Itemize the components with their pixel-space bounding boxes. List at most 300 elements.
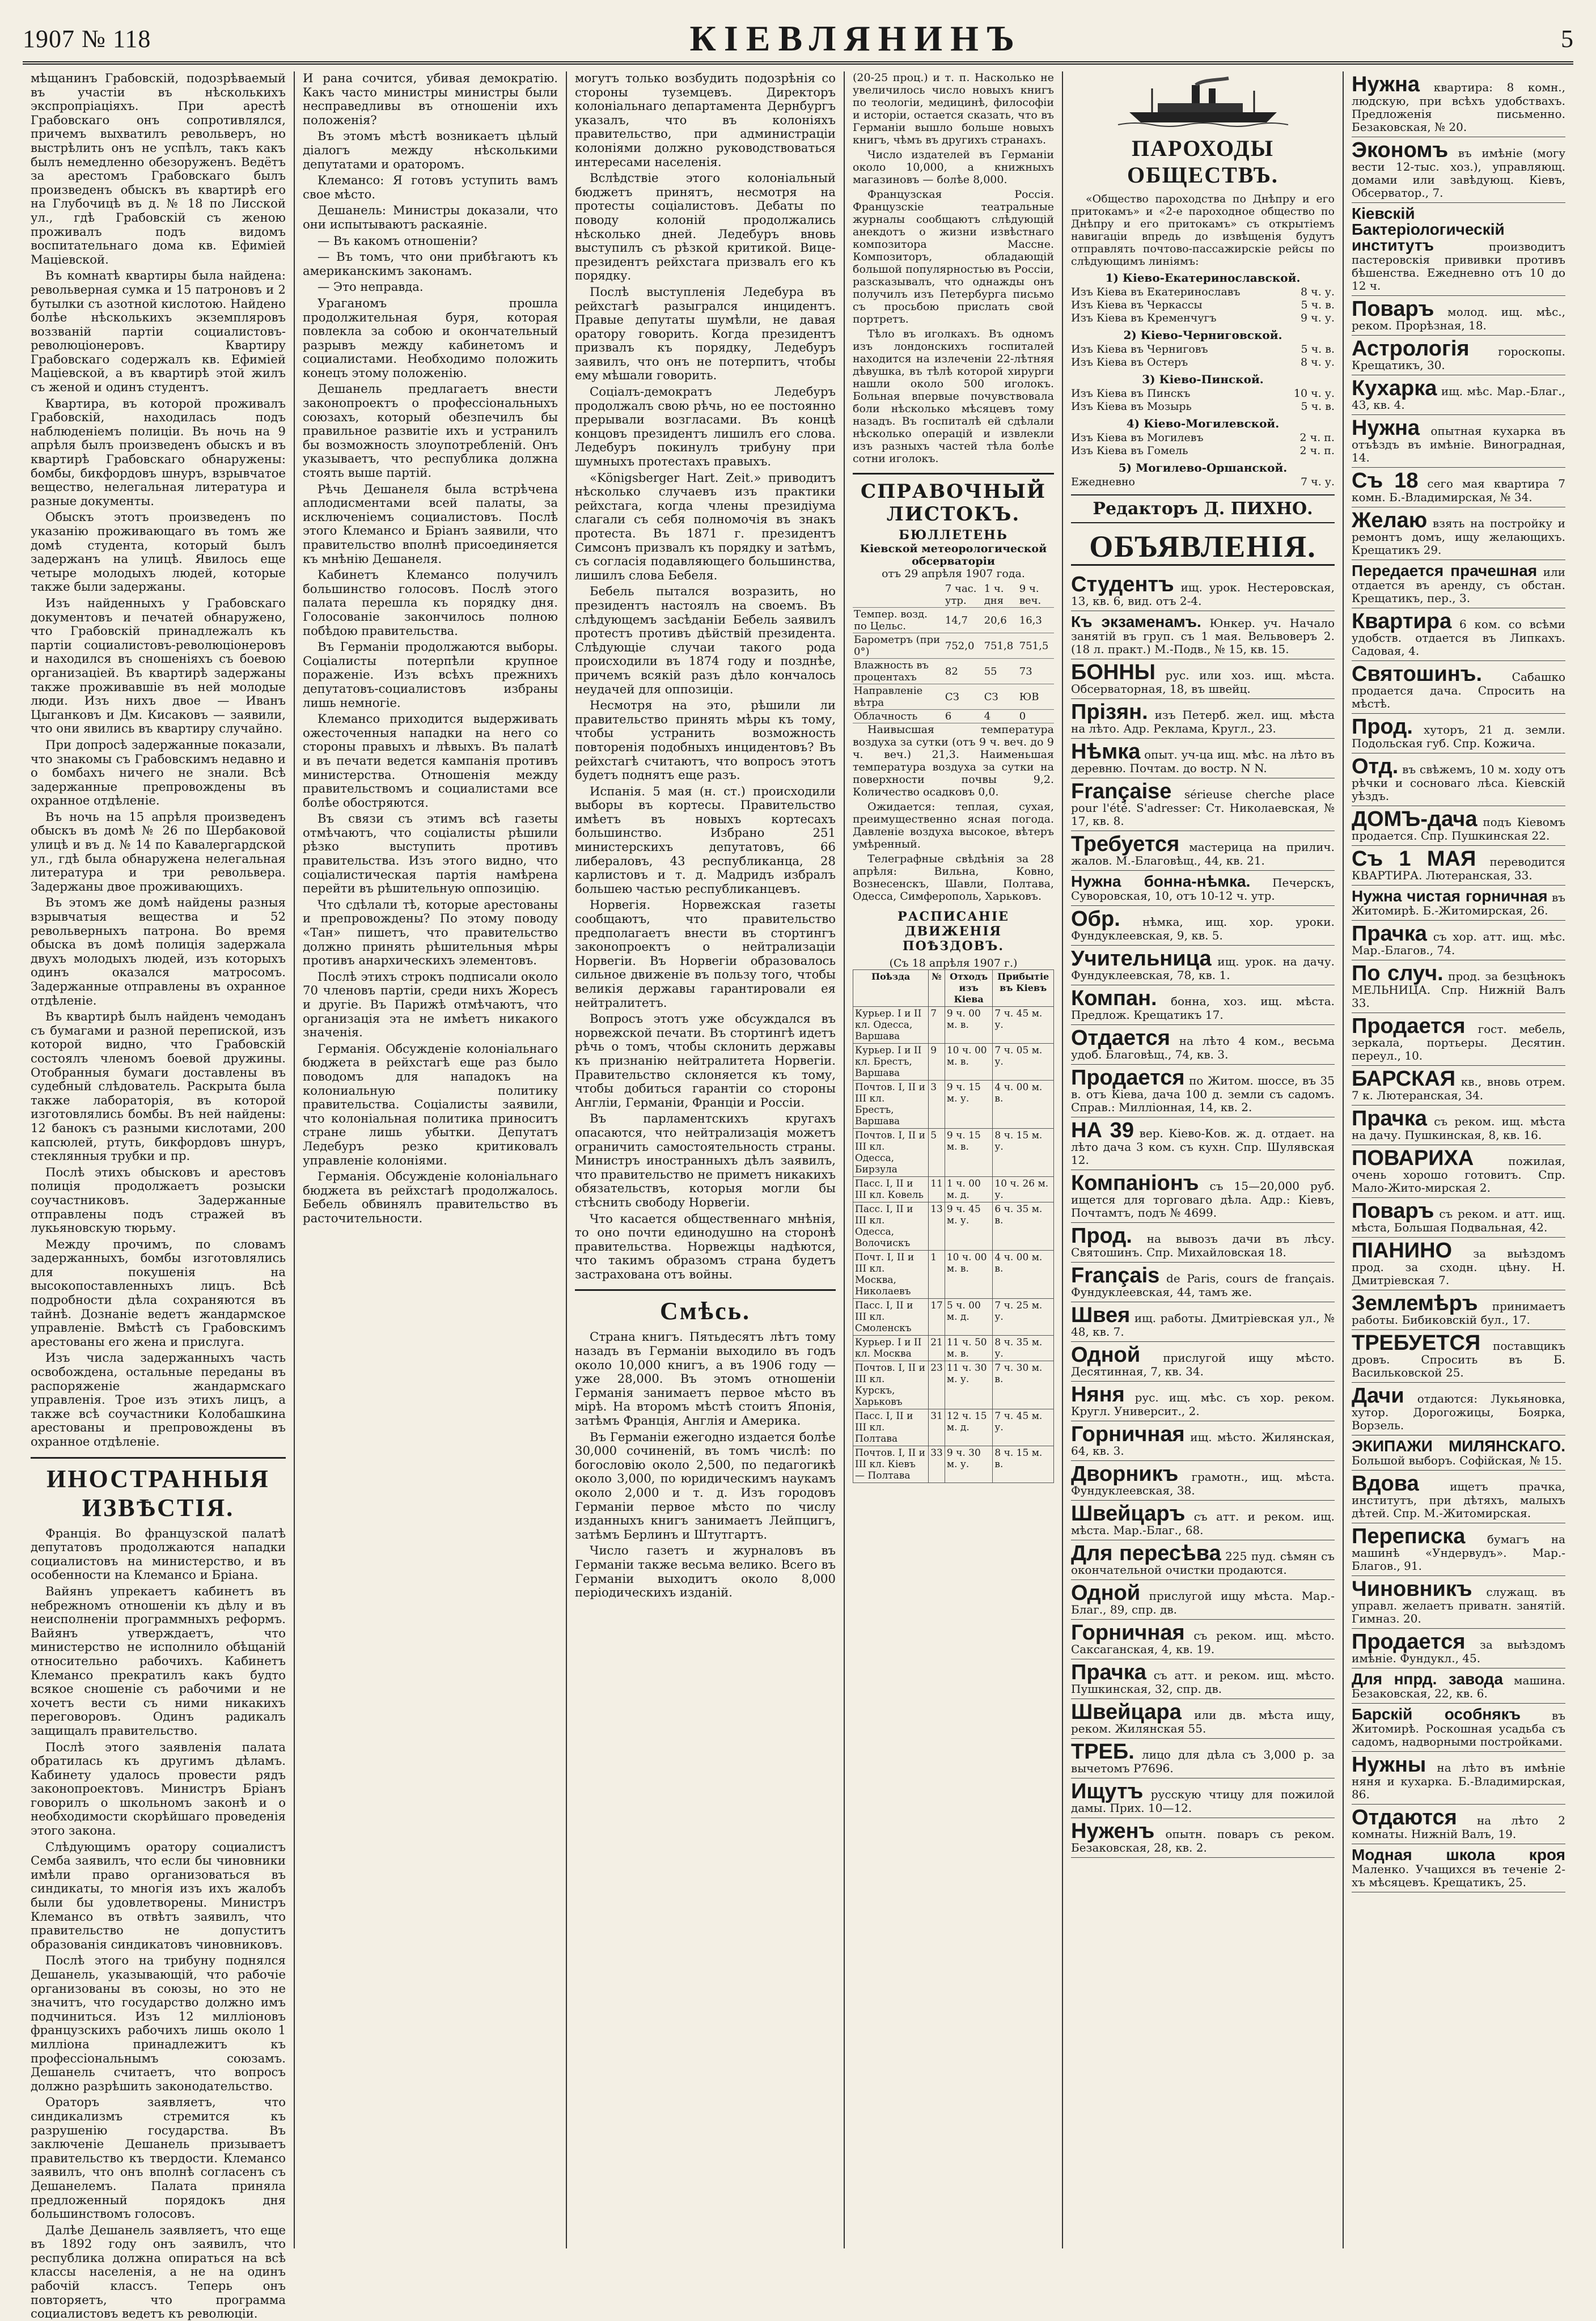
article-paragraph: (20-25 проц.) и т. п. Насколько не увеличилось число новыхъ книгъ по теологіи, медицинѣ, философіи и исторіи, остается сказать, что въ Германіи вышло больше новыхъ книгъ, чѣмъ въ другихъ странахъ. (853, 71, 1054, 146)
ad-headline: Прод. (1071, 1224, 1132, 1248)
ad-headline: Съ 1 МАЯ (1352, 847, 1476, 871)
route-row (1071, 356, 1335, 369)
train-cell: 10 ч. 00 м. в. (945, 1044, 993, 1081)
classified-ad (1071, 1117, 1335, 1170)
article-paragraph: Въ этомъ же домѣ найдены разныя взрывчатыя вещества и 52 револьверныхъ патрона. Во время обыска въ домѣ полиція задержала двухъ молодыхъ людей, изъ которыхъ одинъ оказался матросомъ. Задержанные отправлены въ охранное отдѣленіе. (31, 895, 286, 1007)
ad-headline: НА 39 (1071, 1119, 1134, 1142)
ad-headline: Продается (1352, 1630, 1466, 1654)
classified-ad (1352, 1290, 1565, 1330)
ad-body: на лѣто 4 ком., весьма удоб. Благовѣщ., 74, кв. 3. (1071, 1034, 1335, 1061)
article-paragraph: Наивысшая температура воздуха за сутки (отъ 9 ч. веч. до 9 ч. веч.) 21,3. Наименьшая температура воздуха за сутки на поверхности почвы 9,2. Количество осадковъ 0,0. (853, 723, 1054, 798)
ad-headline: Ищутъ (1071, 1780, 1144, 1803)
ad-body: съ 15—20,000 руб. ищется для торговаго дѣла. Адр.: Кіевъ, Почтамтъ, подъ № 4699. (1071, 1179, 1335, 1219)
ad-body: пожилая, очень хорошо готовитъ. Спр. Мало-Жито-мирская 2. (1352, 1154, 1565, 1195)
train-row (853, 1129, 1054, 1177)
ad-body: гороскопы. Крещатикъ, 30. (1352, 345, 1565, 372)
weather-cell: 0 (1018, 710, 1054, 723)
article-paragraph: Телеграфные свѣдѣнія за 28 апрѣля: Вильна, Ковно, Вознесенскъ, Шавли, Полтава, Одесса, Симферополь, Харьковъ. (853, 853, 1054, 903)
train-row (853, 1044, 1054, 1081)
route-row (1071, 476, 1335, 489)
ad-headline: Нужны (1352, 1753, 1426, 1777)
ad-body: Печерскъ, Суворовская, 10, отъ 10-12 ч. утр. (1071, 876, 1335, 903)
classified-ad (1352, 608, 1565, 661)
weather-row (853, 633, 1054, 659)
newspaper-title: КІЕВЛЯНИНЪ (689, 18, 1022, 58)
ad-body: опыт. уч-ца ищ. мѣс. на лѣто въ деревню. Почтам. до востр. N N. (1071, 748, 1335, 775)
article-paragraph: Что касается общественнаго мнѣнія, то оно почти единодушно на сторонѣ правительства. Норвежцы надѣются, что такимъ образомъ страна будетъ застрахована отъ войны. (575, 1211, 836, 1281)
article-paragraph: Несмотря на это, рѣшили ли правительство принять мѣры къ тому, чтобы устранить возможность повторенія подобныхъ инцидентовъ? Въ рейхстагѣ считаютъ, что вопросъ этотъ будетъ поднятъ еще разъ. (575, 698, 836, 782)
weather-cell: 20,6 (983, 608, 1018, 633)
classified-ad (1352, 753, 1565, 806)
ad-headline: Экономъ (1352, 138, 1449, 162)
ad-body: въ Житомирѣ. Роскошная усадьба съ садомъ, надворными постройками. (1352, 1709, 1565, 1748)
miscellany-heading: Смѣсь. (575, 1289, 836, 1325)
classified-ad (1352, 296, 1565, 336)
classified-ad (1071, 871, 1335, 906)
train-cell: 21 (929, 1336, 945, 1361)
foreign-news-heading: ИНОСТРАННЫЯ ИЗВѢСТІЯ. (31, 1457, 286, 1522)
train-cell: 9 ч. 00 м. в. (945, 1007, 993, 1044)
ad-headline: Землемѣръ (1352, 1291, 1478, 1315)
ad-headline: Святошинъ. (1352, 662, 1483, 686)
route-time: 10 ч. у. (1293, 387, 1335, 400)
article-paragraph: Бебель пытался возразить, но президентъ настоялъ на своемъ. Въ слѣдующемъ засѣданіи Бебель заявилъ протестъ противъ дѣйствій президента. Слѣдующіе случаи такого рода происходили въ 1874 году и позднѣе, причемъ всякій разъ дѣло кончалось неудачей для оппозиціи. (575, 584, 836, 696)
train-column-header: Отходъ изъ Кіева (945, 970, 993, 1007)
classified-ad (1352, 415, 1565, 468)
ad-body: sérieuse cherche place pour l'été. S'adresser: Ст. Николаевская, № 17, кв. 8. (1071, 787, 1335, 828)
route-destination: Изъ Кіева въ Кременчугъ (1071, 312, 1217, 324)
route-heading: 1) Кіево-Екатеринославской. (1105, 271, 1301, 285)
ads-heading: ОБЪЯВЛЕНІЯ. (1071, 529, 1335, 566)
article-paragraph: Далѣе Дешанель заявляетъ, что еще въ 1892 году онъ заявилъ, что республика должна опираться на всѣ классы населенія, а не на одинъ рабочій классъ. Теперь онъ повторяетъ, что программа социалистовъ ведетъ къ революціи. (31, 2222, 286, 2321)
article-paragraph: Дешанель: Министры доказали, что они испытываютъ раскаяніе. (303, 203, 558, 231)
route-row (1071, 431, 1335, 444)
weather-cell: 14,7 (944, 608, 983, 633)
ad-body: сего мая квартира 7 комн. Б.-Владимирская, № 34. (1352, 477, 1566, 504)
ad-body: вер. Кіево-Ков. ж. д. отдает. на лѣто дача 3 ком. съ кухн. Спр. Шулявская 12. (1071, 1126, 1335, 1167)
route-row (1071, 286, 1335, 299)
classified-ad (1352, 1383, 1565, 1435)
train-row (853, 1336, 1054, 1361)
article-paragraph: Въ связи съ этимъ всѣ газеты отмѣчаютъ, что соціалисты рѣшили рѣзко выступить противъ правительства. Изъ этого видно, что соціалистическая партія намѣрена перейти въ рѣшительную оппозицію. (303, 811, 558, 896)
article-paragraph: Между прочимъ, по словамъ задержанныхъ, бомбы изготовлялись для покушенія на высокопоставленныхъ лицъ. Всѣ подробности дѣла сохраняются въ тайнѣ. Дознаніе ведетъ жандармское управленіе. Вмѣстѣ съ Грабовскимъ арестованы его жена и прислуга. (31, 1236, 286, 1349)
route-destination: Изъ Кіева въ Черкассы (1071, 299, 1203, 311)
article-paragraph: Обыскъ этотъ произведенъ по указанію проживающаго въ томъ же домѣ студента, который былъ задержанъ на улицѣ. Явилось еще четыре молодыхъ людей, которые также были задержаны. (31, 510, 286, 594)
train-cell: Почтов. I, II и III кл. Кіевъ — Полтава (853, 1446, 929, 1483)
route-time: 5 ч. в. (1301, 343, 1335, 355)
ad-body: въ Житомирѣ. Б.-Житомирская, 26. (1352, 891, 1566, 917)
ad-headline: Нѣмка (1071, 740, 1141, 764)
classified-ad (1352, 137, 1565, 203)
article-paragraph: Изъ числа задержанныхъ часть освобождена, остальные переданы въ распоряженіе жандармскаго управленія. Трое изъ этихъ лицъ, а также всѣ соучастники Колобашкина арестованы и препровождены въ охранное отдѣленіе. (31, 1350, 286, 1448)
train-cell: Пасс. I, II и III кл. Полтава (853, 1409, 929, 1446)
ad-body: отдаются: Лукьяновка, хутор. Дорогожицы, Боярка, Ворзель. (1352, 1392, 1565, 1432)
train-cell: 10 ч. 00 м. в. (945, 1251, 993, 1299)
ad-body: квартира: 8 комн., людскую, при всѣхъ удобствахъ. Предложенія письменно. Безаковская, № 20. (1352, 81, 1566, 134)
ad-body: Маленко. Учащихся въ теченіе 2-хъ мѣсяцевъ. Крещатикъ, 25. (1352, 1862, 1565, 1889)
article-paragraph: Германія. Обсужденіе колоніальнаго бюджета в рейхстагѣ еще раз было поводомъ для нападокъ на колониальную политику правительства. Соціалисты заявили, что колоніальная политика приноситъ стране лишь убытки. Депутатъ Ледебуръ резко критиковалъ управленіе колоніями. (303, 1041, 558, 1167)
ad-headline: Учительница (1071, 947, 1212, 971)
ad-headline: Одной (1071, 1581, 1141, 1605)
ad-body: на лѣто въ имѣніе няня и кухарка. Б.-Владимирская, 86. (1352, 1761, 1565, 1801)
ad-body: 6 ком. со всѣми удобств. отдается въ Липкахъ. Садовая, 4. (1352, 617, 1566, 658)
classified-ad (1352, 661, 1565, 714)
route-destination: Изъ Кіева въ Екатеринославъ (1071, 286, 1241, 298)
train-cell: 1 (929, 1251, 945, 1299)
train-cell: Почтов. I, II и III кл. Курскъ, Харьковъ (853, 1361, 929, 1409)
ad-headline: Одной (1071, 1343, 1141, 1367)
train-row (853, 1299, 1054, 1336)
ad-headline: Требуется (1071, 832, 1180, 856)
ad-headline: ПОВАРИХА (1352, 1146, 1474, 1170)
classified-ad (1352, 1066, 1565, 1106)
ad-headline: Астрологія (1352, 337, 1470, 361)
ad-headline: Поваръ (1352, 1199, 1434, 1223)
ad-headline: Français (1071, 1264, 1160, 1287)
article-paragraph: Послѣ этого на трибуну поднялся Дешанель, указывающій, что рабочіе организованы въ союзы, но это не значитъ, что государство должно имъ подчиниться. Изъ 12 милліоновъ французскихъ рабочихъ лишь около 1 милліона принадлежитъ къ профессіональнымъ союзамъ. Дешанель считаетъ, что вопросъ должно разрѣшить законодательство. (31, 1953, 286, 2093)
article-paragraph: Число газетъ и журналовъ въ Германіи также весьма велико. Всего въ Германіи выходитъ около 8,000 періодическихъ изданій. (575, 1543, 836, 1600)
weather-cell: 751,5 (1018, 633, 1054, 659)
article-paragraph: Число издателей въ Германіи около 10,000, а книжныхъ магазиновъ — болѣе 8,000. (853, 149, 1054, 186)
weather-cell: Направленіе вѣтра (853, 684, 944, 710)
weather-cell: 4 (983, 710, 1018, 723)
ad-headline: Продается (1352, 1014, 1466, 1038)
article-paragraph: Въ Германіи ежегодно издается болѣе 30,000 сочиненій, въ томъ числѣ: по богословію около 2,500, по педагогикѣ около 3,000, по юридическимъ наукамъ около 2,000 и т. д. Изъ городовъ Германіи первое мѣсто по числу изданныхъ книгъ занимаетъ Лейпцигъ, затѣмъ Берлинъ и Штутгартъ. (575, 1429, 836, 1541)
weather-cell: СЗ (983, 684, 1018, 710)
weather-cell: Облачность (853, 710, 944, 723)
ad-body: служащ. въ управл. желаетъ приватн. занятій. Гимназ. 20. (1352, 1585, 1565, 1625)
article-paragraph: Страна книгъ. Пятьдесятъ лѣтъ тому назадъ въ Германіи выходило въ годъ около 10,000 книгъ, а въ 1906 году — уже 28,000. Въ этомъ отношеніи Германія занимаетъ первое мѣсто въ мірѣ. На второмъ мѣстѣ стоитъ Японія, затѣмъ Франція, Англія и Америка. (575, 1329, 836, 1428)
ad-headline: Барскій особнякъ (1352, 1705, 1521, 1723)
article-paragraph: Вопросъ этотъ уже обсуждался въ норвежской печати. Въ стортингѣ идетъ рѣчь о томъ, чтобы склонить державы къ признанію нейтралитета Норвегіи. Правительство склоняется къ тому, чтобы добиться гарантіи со стороны Англіи, Германіи, Франціи и Россіи. (575, 1011, 836, 1109)
classified-ad (1352, 71, 1565, 137)
steamships-heading: ПАРОХОДЫ ОБЩЕСТВЪ. (1127, 135, 1279, 188)
route-destination: Изъ Кіева въ Могилевъ (1071, 431, 1204, 444)
ad-body: ищ. урок. Нестеровская, 13, кв. 6, вид. отъ 2-4. (1071, 581, 1335, 608)
ad-headline: Нужна бонна-нѣмка. (1071, 873, 1251, 890)
ad-headline: Нужна (1352, 416, 1420, 440)
article-paragraph: Что сдѣлали тѣ, которые арестованы и препровождены? По этому поводу «Тан» пишетъ, что правительство должно принять рѣшительныя мѣры противъ анархическихъ элементовъ. (303, 897, 558, 968)
train-cell: 9 ч. 15 м. у. (945, 1081, 993, 1129)
route-row (1071, 387, 1335, 400)
article-paragraph: Германія. Обсужденіе колоніальнаго бюджета въ рейхстагѣ продолжалось. Бебель обвинялъ правительство въ расточительности. (303, 1169, 558, 1225)
weather-row (853, 659, 1054, 684)
route-row (1071, 400, 1335, 413)
ad-body: поставщикъ дровъ. Спросить въ Б. Васильковской 25. (1352, 1339, 1565, 1379)
ad-body: нѣмка, ищ. хор. уроки. Фундуклеевская, 9, кв. 5. (1071, 915, 1335, 942)
ad-body: ищ. работы. Дмитріевская ул., № 48, кв. 7. (1071, 1311, 1335, 1339)
train-row (853, 1446, 1054, 1483)
ad-body: рус. ищ. мѣс. съ хор. реком. Кругл. Университ., 2. (1071, 1391, 1335, 1418)
ad-body: переводится КВАРТИРА. Лютеранская, 33. (1352, 855, 1565, 882)
ad-headline: Обр. (1071, 907, 1120, 931)
bulletin-heading: БЮЛЛЕТЕНЬ (899, 528, 1008, 543)
classified-ad (1352, 336, 1565, 375)
classified-ad (1071, 831, 1335, 871)
train-cell: 10 ч. 26 м. у. (993, 1177, 1054, 1202)
train-row (853, 1007, 1054, 1044)
route-time: 8 ч. у. (1301, 286, 1335, 298)
ad-body: за выѣздомъ имѣніе. Фундукл., 45. (1352, 1638, 1565, 1665)
ad-headline: Швейцара (1071, 1700, 1182, 1724)
train-row (853, 1409, 1054, 1446)
ad-body: съ реком. и атт. ищ. мѣста, Большая Подвальная, 42. (1352, 1207, 1565, 1234)
classified-ad (1071, 1065, 1335, 1117)
ad-body: прод. за безцѣнокъ МЕЛЬНИЦА. Спр. Нижній Валъ 33. (1352, 969, 1566, 1010)
weather-row (853, 582, 1054, 608)
ad-body: de Paris, cours de français. Фундуклеевская, 44, тамъ же. (1071, 1272, 1335, 1299)
train-cell: 3 (929, 1081, 945, 1129)
article-paragraph: Слѣдующимъ оратору социалистъ Семба заявилъ, что если бы чиновники имѣли право организоваться въ синдикаты, то многія изъ ихъ жалобъ были бы удовлетворены. Министръ Клемансо въ отвѣтъ заявилъ, что правительство не допуститъ образованія синдикатовъ чиновниковъ. (31, 1839, 286, 1951)
ad-body: въ свѣжемъ, 10 м. ходу отъ рѣчки и сосноваго лѣса. Кіевскій уѣздъ. (1352, 763, 1565, 803)
article-paragraph: Квартира, въ которой проживалъ Грабовскій, находилась подъ наблюденіемъ полиціи. Въ ночь на 9 апрѣля былъ произведенъ обыскъ и въ квартирѣ Грабовскаго обнаружены: бомбы, бикфордовъ шнуръ, взрывчатое вещество, нелегальная литература и разные документы. (31, 396, 286, 508)
classified-ad (1071, 1501, 1335, 1540)
ad-body: бумагъ на машинѣ «Ундервудъ». Мар.-Благов., 91. (1352, 1532, 1566, 1573)
classified-ad (1352, 1805, 1565, 1844)
classified-ad (1071, 1302, 1335, 1342)
route-destination: Изъ Кіева въ Черниговъ (1071, 343, 1208, 355)
ad-headline: ПІАНИНО (1352, 1239, 1453, 1263)
ad-body: въ имѣніе (могу вести 12-тыс. хоз.), управляющ. домами или завѣдующ. Кіевъ, Обсерватор., 7. (1352, 146, 1566, 200)
classified-ad (1352, 1013, 1565, 1066)
ad-body: опытная кухарка въ отъѣздъ въ имѣніе. Виноградная, 14. (1352, 424, 1566, 464)
route-time: 5 ч. в. (1301, 299, 1335, 311)
classified-ad (1352, 1752, 1565, 1805)
ad-headline: Отд. (1352, 755, 1399, 778)
route-destination: Изъ Кіева въ Остеръ (1071, 356, 1188, 369)
ad-headline: Дачи (1352, 1384, 1404, 1408)
route-row (1071, 299, 1335, 312)
classified-ad (1071, 1342, 1335, 1382)
train-cell: 1 ч. 00 м. д. (945, 1177, 993, 1202)
train-cell: Пасс. I, II и III кл. Одесса, Волочискъ (853, 1202, 929, 1251)
ad-headline: Прачка (1352, 922, 1427, 946)
article-paragraph: мѣщанинъ Грабовскій, подозрѣваемый въ участіи въ нѣсколькихъ экспропріаціяхъ. При арестѣ Грабовскаго онъ сопротивлялся, причемъ выхватилъ револьверъ, но выстрѣлить онъ не успѣлъ, такъ какъ былъ немедленно обезоруженъ. Ведётъ за арестомъ Грабовскаго былъ произведенъ обыскъ въ квартирѣ его на Глубочицѣ въ д. № 18 по Лисской ул., гдѣ Грабовскій съ женою проживалъ подъ видомъ воспитательнаго дома кв. Ефиміей Маціевской. (31, 71, 286, 266)
ads-list (1352, 71, 1565, 1892)
article-paragraph: Въ ночь на 15 апрѣля произведенъ обыскъ въ домѣ № 26 по Шербаковой улицѣ и въ д. № 14 по Кавалергардской ул., гдѣ была обнаружена нелегальная литература и три револьвера. Задержаны двое проживающихъ. (31, 809, 286, 893)
column-3 (567, 71, 845, 2248)
article-paragraph: Послѣ этого заявленія палата обратилась къ другимъ дѣламъ. Кабинету удалось провести рядъ законопроектовъ. Министръ Бріанъ говорилъ о школьномъ законѣ и о необходимости скорѣйшаго проведенія этого закона. (31, 1739, 286, 1838)
train-schedule-table (853, 969, 1054, 1483)
classified-ad (1071, 778, 1335, 831)
ad-body: бонна, хоз. ищ. мѣста. Предлож. Крещатикъ 17. (1071, 994, 1335, 1022)
train-cell: 4 ч. 00 м. в. (993, 1081, 1054, 1129)
ad-body: прислугой ищу мѣста. Мар.-Благ., 89, спр. дв. (1071, 1589, 1335, 1616)
ad-headline: Квартира (1352, 609, 1452, 633)
route-destination: Изъ Кіева въ Пинскъ (1071, 387, 1191, 400)
article-paragraph: «Königsberger Hart. Zeit.» приводитъ нѣсколько случаевъ изъ практики рейхстага, когда члены президіума слагали съ себя полномочія въ знакъ протеста. Въ 1871 г. президентъ Симсонъ призвалъ къ порядку и затѣмъ, съ согласія подавляющего большинства, лишилъ слова Бебеля. (575, 470, 836, 582)
classified-ad (1071, 1263, 1335, 1302)
classified-ad (1071, 659, 1335, 699)
classified-ad (1352, 1106, 1565, 1145)
steamship-routes (1071, 271, 1335, 489)
ad-body: съ реком. ищ. мѣста на дачу. Пушкинская, 8, кв. 16. (1352, 1115, 1566, 1142)
classified-ad (1071, 1421, 1335, 1461)
classified-ad (1071, 946, 1335, 985)
ad-body: прислугой ищу мѣсто. Десятинная, 7, кв. 34. (1071, 1351, 1335, 1378)
train-cell: 5 ч. 00 м. д. (945, 1299, 993, 1336)
weather-cell: 9 ч. веч. (1018, 582, 1054, 608)
ad-body: съ атт. и реком. ищ. мѣсто. Пушкинская, 32, спр. дв. (1071, 1668, 1335, 1696)
article-paragraph: Кабинетъ Клемансо получилъ большинство голосовъ. Послѣ этого палата перешла къ порядку дня. Голосованіе закончилось полною побѣдою правительства. (303, 567, 558, 638)
weather-cell: ЮВ (1018, 684, 1054, 710)
train-row (853, 1081, 1054, 1129)
article-paragraph: Дешанель предлагаетъ внести законопроектъ о профессіональныхъ союзахъ, который обезпечилъ бы правильное развитіе ихъ и устранилъ бы возможность злоупотребленій. Онъ указываетъ, что республика должна стоять выше партій. (303, 382, 558, 480)
train-cell: 9 ч. 15 м. в. (945, 1129, 993, 1177)
article-paragraph: — Въ какомъ отношеніи? (317, 233, 478, 248)
train-row (853, 1251, 1054, 1299)
train-cell: 9 (929, 1044, 945, 1081)
classified-ad (1071, 571, 1335, 611)
ad-headline: ДОМЪ-дача (1352, 807, 1478, 831)
classified-ad (1352, 886, 1565, 921)
train-cell: 8 ч. 15 м. в. (993, 1446, 1054, 1483)
classified-ad (1071, 699, 1335, 739)
train-cell: 11 ч. 30 м. у. (945, 1361, 993, 1409)
ad-body: по Житом. шоссе, въ 35 в. отъ Кіева, дача 100 д. земли съ садомъ. Справ.: Миллiонная, 14, кв. 2. (1071, 1074, 1335, 1114)
ad-headline: Прізян. (1071, 700, 1148, 724)
ad-headline: Поваръ (1352, 297, 1434, 321)
ad-headline: ТРЕБУЕТСЯ (1352, 1331, 1481, 1355)
article-paragraph: Вслѣдствіе этого колоніальный бюджетъ принятъ, несмотря на протесты соціалистовъ. Дебаты по поводу колоній продолжались нѣсколько дней. Ледебуръ вновь выступилъ съ рѣзкой критикой. Вице-президентъ рейхстага призвалъ его къ порядку. (575, 171, 836, 283)
ad-body: на вывозъ дачи въ лѣсу. Святошинъ. Спр. Михайловская 18. (1071, 1232, 1335, 1259)
article-paragraph: — Это неправда. (317, 279, 424, 294)
weather-table (853, 582, 1054, 723)
issue-number: 1907 № 118 (23, 24, 151, 53)
article-paragraph: Послѣ этихъ строкъ подписали около 70 членовъ партіи, среди нихъ Жоресъ и другіе. Въ Парижѣ отмѣчаютъ, что организація эта не имѣетъ никакого значенія. (303, 969, 558, 1040)
column-4 (845, 71, 1063, 2248)
article-paragraph: Тѣло въ иголкахъ. Въ одномъ изъ лондонскихъ госпиталей находится на излеченіи 22-лѣтняя дѣвушка, въ тѣлѣ которой хирурги нашли около 500 иголокъ. Больная впервые почувствовала боли нѣсколько мѣсяцевъ тому назадъ. Въ госпиталѣ ей сдѣлали нѣсколько операцій и извлекли изъ разныхъ частей тѣла болѣе сотни иголокъ. (853, 328, 1054, 465)
ad-headline: Желаю (1352, 509, 1428, 532)
classified-ad (1352, 203, 1565, 296)
ad-body: опытн. поваръ съ реком. Безаковская, 28, кв. 2. (1071, 1827, 1335, 1854)
route-heading: 2) Кіево-Черниговской. (1123, 328, 1282, 342)
route-time: 9 ч. у. (1301, 312, 1335, 324)
ad-body: ищ. мѣсто. Жилянская, 64, кв. 3. (1071, 1430, 1335, 1458)
ad-body: Сабашко продается дача. Спросить на мѣстѣ. (1352, 670, 1565, 710)
train-cell: 12 ч. 15 м. д. (945, 1409, 993, 1446)
classified-ad (1352, 1330, 1565, 1383)
ad-headline: Прод. (1352, 715, 1413, 739)
ad-headline: Отдается (1071, 1026, 1170, 1050)
column-5 (1063, 71, 1344, 2248)
classified-ad (1352, 1629, 1565, 1668)
ad-headline: Передается прачешная (1352, 562, 1538, 579)
ad-headline: Компан. (1071, 986, 1157, 1010)
ad-body: за выѣздомъ прод. за сходн. цѣну. Н. Дмитріевская 7. (1352, 1247, 1565, 1287)
classified-ad (1352, 806, 1565, 846)
train-cell: 7 ч. 30 м. в. (993, 1361, 1054, 1409)
train-cell: Курьер. I и II кл. Одесса, Варшава (853, 1007, 929, 1044)
route-time: 2 ч. п. (1299, 431, 1335, 444)
ad-headline: Прачка (1071, 1661, 1146, 1684)
weather-cell: 16,3 (1018, 608, 1054, 633)
ad-headline: Нуженъ (1071, 1819, 1155, 1843)
classified-ad (1071, 1659, 1335, 1699)
article-paragraph: Въ парламентскихъ кругахъ опасаются, что нейтрализація можетъ ограничить самостоятельность страны. Министръ иностранныхъ дѣлъ заявилъ, что правительство не приметъ никакихъ обязательствъ, которыя могли бы стѣснить свободу Норвегіи. (575, 1111, 836, 1209)
article-paragraph: Ораторъ заявляетъ, что синдикализмъ стремится къ разрушенію государства. Въ заключеніе Дешанель призываетъ правительство къ твердости. Клемансо заявилъ, что онъ вполнѣ согласенъ съ Дешанелемъ. Палата приняла предложенный порядокъ дня большинствомъ голосовъ. (31, 2095, 286, 2221)
train-cell: 7 ч. 05 м. у. (993, 1044, 1054, 1081)
weather-row (853, 710, 1054, 723)
ad-headline: Française (1071, 780, 1172, 803)
classified-ad (1352, 560, 1565, 608)
classified-ad (1071, 1580, 1335, 1620)
ad-body: ищ. мѣс. Мар.-Благ., 43, кв. 4. (1352, 384, 1565, 412)
classified-ad (1071, 739, 1335, 778)
train-row (853, 1177, 1054, 1202)
classified-ad (1071, 1382, 1335, 1421)
ad-body: мастерица на прилич. жалов. М.-Благовѣщ., 44, кв. 21. (1071, 840, 1335, 867)
train-cell: 33 (929, 1446, 945, 1483)
route-heading: 4) Кіево-Могилевской. (1126, 417, 1280, 430)
train-column-header: Поѣзда (853, 970, 929, 1007)
weather-cell: 752,0 (944, 633, 983, 659)
article-paragraph: Французская Россія. Французскіе театральные журналы сообщаютъ слѣдующій анекдотъ о жизни извѣстнаго композитора Массне. Композиторъ, обладающій большой популярностью въ Россіи, разсказывалъ, что однажды онъ получилъ изъ Петербурга письмо съ просьбою прислать свой портретъ. (853, 188, 1054, 325)
train-cell: 7 ч. 45 м. у. (993, 1409, 1054, 1446)
article-paragraph: И рана сочится, убивая демократію. Какъ часто министры министры были несправедливы въ отношеніи ихъ положенія? (303, 71, 558, 127)
steamship-icon (1071, 77, 1335, 130)
train-cell: Почтов. I, II и III кл. Брестъ, Варшава (853, 1081, 929, 1129)
train-cell: Почтов. I, II и III кл. Одесса, Бирзула (853, 1129, 929, 1177)
classified-ad (1071, 1461, 1335, 1501)
classified-ad (1352, 1576, 1565, 1629)
classified-ad (1352, 1471, 1565, 1523)
weather-cell: СЗ (944, 684, 983, 710)
ad-headline: Отдаются (1352, 1806, 1457, 1829)
train-cell: 7 ч. 45 м. у. (993, 1007, 1054, 1044)
train-cell: 31 (929, 1409, 945, 1446)
article-paragraph: Въ комнатѣ квартиры была найдена: револьверная сумка и 15 патроновъ и 2 бутылки съ азотной кислотою. Найдено болѣе нѣсколькихъ экземпляровъ воззваній партіи социалистовъ-революціонеровъ. Квартиру Грабовскаго содержалъ кв. Ефиміей Маціевской, а въ квартирѣ этой жилъ съ женой и одинъ студентъ. (31, 268, 286, 395)
train-schedule-date: (Съ 18 апрѣля 1907 г.) (889, 957, 1018, 969)
ad-headline: Кухарка (1352, 376, 1437, 400)
ad-headline: Для пересѣва (1071, 1541, 1221, 1565)
classified-ad (1352, 1435, 1565, 1471)
ad-headline: Няня (1071, 1383, 1125, 1407)
ad-body: Юнкер. уч. Начало занятій въ груп. съ 1 мая. Вельвоверъ 2. (18 л. практ.) М.-Подв., № 15, кв. 15. (1071, 616, 1335, 656)
route-time: 8 ч. у. (1301, 356, 1335, 369)
weather-cell: Барометръ (при 0°) (853, 633, 944, 659)
ad-headline: ЭКИПАЖИ МИЛЯНСКАГО. (1352, 1437, 1565, 1455)
ad-body: русскую чтицу для пожилой дамы. Прих. 10—12. (1071, 1788, 1335, 1815)
ad-body: кв., вновь отрем. 7 к. Лютеранская, 34. (1352, 1075, 1565, 1102)
ad-body: Большой выборъ. Софійская, № 15. (1352, 1454, 1562, 1467)
ad-body: 225 пуд. сѣмян съ окончательной очистки продаются. (1071, 1549, 1335, 1577)
ad-body: изъ Петерб. жел. ищ. мѣста на лѣто. Адр. Реклама, Кругл., 23. (1071, 708, 1335, 735)
steamships-intro: «Общество пароходства по Днѣпру и его притокамъ» и «2-е пароходное общество по Днѣпру и его притокамъ» съ открытіемъ навигаціи впредь до извѣщенія будутъ отправлять почтово-пассажирскіе рейсы по слѣдующимъ линіямъ: (1071, 193, 1335, 268)
train-cell: Пасс. I, II и III кл. Смоленскъ (853, 1299, 929, 1336)
classified-ad (1071, 1620, 1335, 1659)
train-cell: 8 ч. 15 м. у. (993, 1129, 1054, 1177)
classified-ad (1071, 1699, 1335, 1739)
ad-headline: Студентъ (1071, 573, 1174, 596)
article-paragraph: Испанія. 5 мая (н. ст.) происходили выборы въ кортесы. Правительство имѣетъ въ новыхъ кортесахъ большинство. Избрано 251 министерскихъ депутатовъ, 66 либераловъ, 43 республиканца, 28 карлистовъ и т. д. Мадридъ избралъ большею частью республиканцевъ. (575, 783, 836, 896)
article-paragraph: могутъ только возбудить подозрѣнія со стороны туземцевъ. Директоръ колоніальнаго департамента Дернбургъ указалъ, что въ колоніяхъ правительство, при администраціи колоніями должно руководствоваться интересами населенія. (575, 71, 836, 169)
route-time: 5 ч. в. (1301, 400, 1335, 413)
train-cell: 7 (929, 1007, 945, 1044)
train-cell: 11 (929, 1177, 945, 1202)
ads-list (1071, 571, 1335, 1858)
article-paragraph: Норвегія. Норвежская газеты сообщаютъ, что правительство предполагаетъ внести въ стортингъ законопроектъ о нейтрализаціи Норвегіи. Въ Норвегіи образовалось сильное движеніе въ пользу того, чтобы великія державы гарантировали ея нейтралитетъ. (575, 897, 836, 1010)
weather-cell: Темпер. возд. по Цельс. (853, 608, 944, 633)
ad-headline: Нужна (1352, 73, 1420, 96)
article-paragraph: Ураганомъ прошла продолжительная буря, которая повлекла за собою и окончательный разрывъ между кабинетомъ и социалистами. Необходимо положить конецъ этому положенію. (303, 295, 558, 380)
weather-cell: 73 (1018, 659, 1054, 684)
ad-body: гост. мебель, зеркала, портьеры. Десятин. переул., 10. (1352, 1022, 1565, 1062)
classified-ad (1071, 906, 1335, 946)
classified-ad (1071, 1739, 1335, 1778)
ad-headline: По случ. (1352, 962, 1443, 985)
ad-body: производитъ пастеровскія прививки противъ бѣшенства. Ежедневно отъ 10 до 12 ч. (1352, 240, 1565, 293)
